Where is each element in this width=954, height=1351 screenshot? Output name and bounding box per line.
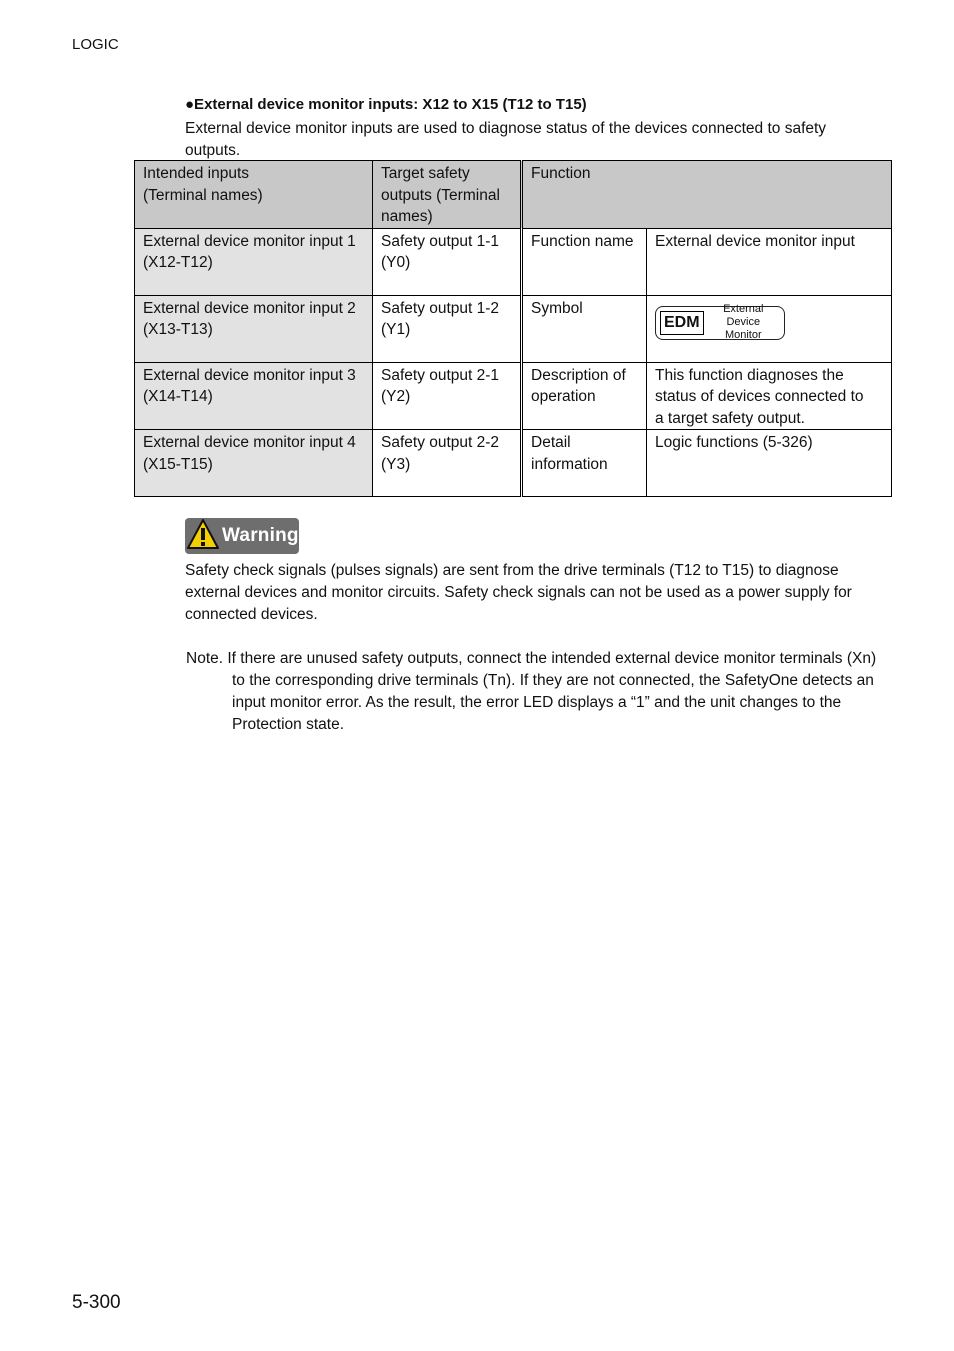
page-number: 5-300 bbox=[72, 1292, 121, 1313]
cell-function-value bbox=[647, 295, 892, 362]
edm-symbol-caption: External Device Monitor bbox=[723, 303, 764, 341]
cell-output: Safety output 2-2 (Y3) bbox=[373, 430, 522, 497]
header-target-outputs: Target safety outputs (Terminal names) bbox=[373, 161, 522, 229]
warning-text: Safety check signals (pulses signals) are sent from the drive terminals (T12 to T15) to diagnose external devices and monitor circuits. Safety check signals can not be used as a power supply for connected devices. bbox=[185, 562, 852, 623]
cell-input: External device monitor input 2 (X13-T13) bbox=[135, 295, 373, 362]
cell-function-label: Symbol bbox=[522, 295, 647, 362]
cell-output: Safety output 2-1 (Y2) bbox=[373, 362, 522, 430]
cell-function-value: External device monitor input bbox=[647, 228, 892, 295]
cell-output: Safety output 1-2 (Y1) bbox=[373, 295, 522, 362]
cell-function-value: Logic functions (5-326) bbox=[647, 430, 892, 497]
table-header-row bbox=[135, 161, 892, 229]
table-row bbox=[135, 228, 892, 295]
warning-triangle-icon bbox=[185, 518, 220, 555]
table-row bbox=[135, 362, 892, 430]
cell-function-label: Function name bbox=[522, 228, 647, 295]
warning-label: Warning bbox=[222, 525, 299, 546]
note-text: Note. If there are unused safety outputs, connect the intended external device monitor terminals (Xn) to the corresponding drive terminals (Tn). If they are not connected, the SafetyOne detects an input monitor error. As the result, the error LED displays a “1” and the unit changes to the Protection state. bbox=[186, 650, 877, 733]
cell-input: External device monitor input 3 (X14-T14) bbox=[135, 362, 373, 430]
header-intended-inputs: Intended inputs (Terminal names) bbox=[135, 161, 373, 229]
page-header: LOGIC bbox=[72, 36, 119, 53]
header-function: Function bbox=[522, 161, 892, 229]
cell-function-label: Detail information bbox=[522, 430, 647, 497]
cell-input: External device monitor input 4 (X15-T15) bbox=[135, 430, 373, 497]
cell-input: External device monitor input 1 (X12-T12) bbox=[135, 228, 373, 295]
table-row bbox=[135, 430, 892, 497]
cell-function-value: This function diagnoses the status of devices connected to a target safety output. bbox=[647, 362, 892, 430]
warning-badge bbox=[185, 518, 299, 554]
edm-symbol bbox=[655, 303, 785, 341]
cell-output: Safety output 1-1 (Y0) bbox=[373, 228, 522, 295]
cell-function-label: Description of operation bbox=[522, 362, 647, 430]
edm-symbol-abbr: EDM bbox=[660, 311, 704, 335]
section-description: External device monitor inputs are used to diagnose status of the devices connected to safety outputs. bbox=[185, 120, 827, 159]
section-title: ●External device monitor inputs: X12 to X15 (T12 to T15) bbox=[185, 96, 587, 113]
edm-spec-table bbox=[134, 160, 892, 497]
table-row bbox=[135, 295, 892, 362]
